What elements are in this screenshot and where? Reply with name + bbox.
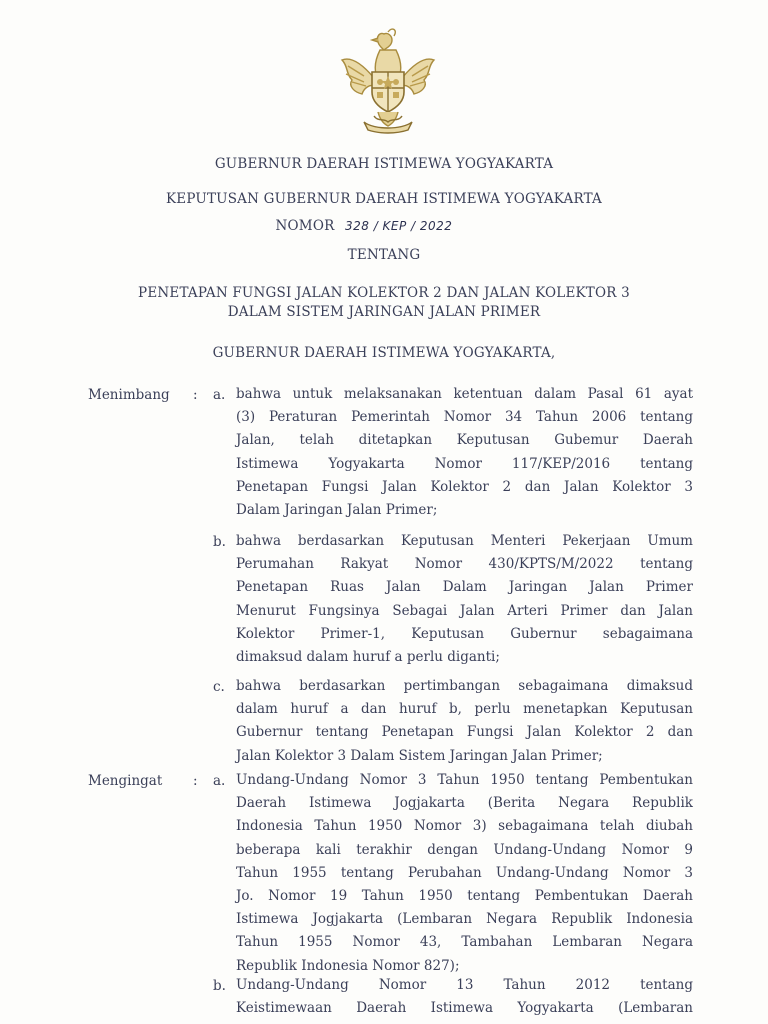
text-line: Undang-Undang Nomor 13 Tahun 2012 tentang: [236, 977, 693, 993]
mengingat-item-b: [236, 974, 693, 1020]
menimbang-item-b-letter: b.: [213, 534, 226, 550]
text-line: Jalan, telah ditetapkan Keputusan Gubemur Daerah: [236, 432, 693, 449]
text-line: Menurut Fungsinya Sebagai Jalan Arteri Primer dan Jalan: [236, 602, 693, 619]
text-line: Istimewa Yogyakarta Nomor 117/KEP/2016 tentang: [236, 455, 693, 472]
text-line: bahwa berdasarkan pertimbangan sebagaimana dimaksud: [236, 678, 693, 694]
text-line: Indonesia Tahun 1950 Nomor 3) sebagaimana telah diubah: [236, 818, 693, 835]
authority-heading: GUBERNUR DAERAH ISTIMEWA YOGYAKARTA: [214, 156, 554, 172]
menimbang-item-a-letter: a.: [213, 387, 226, 403]
text-line: Penetapan Fungsi Jalan Kolektor 2 dan Jalan Kolektor 3: [236, 478, 693, 495]
text-line: beberapa kali terakhir dengan Undang-Undang Nomor 9: [236, 841, 693, 858]
text-line: Daerah Istimewa Jogjakarta (Berita Negara Republik: [236, 795, 693, 812]
menimbang-item-c-letter: c.: [213, 679, 225, 695]
text-line: Gubernur tentang Penetapan Fungsi Jalan Kolektor 2 dan: [236, 724, 693, 741]
menimbang-item-b: [236, 530, 693, 669]
text-line: Republik Indonesia Nomor 827);: [236, 957, 460, 974]
subject-line-1: PENETAPAN FUNGSI JALAN KOLEKTOR 2 DAN JALAN KOLEKTOR 3: [138, 285, 630, 301]
mengingat-item-b-letter: b.: [213, 978, 226, 994]
text-line: Istimewa Jogjakarta (Lembaran Negara Republik Indonesia: [236, 911, 693, 928]
text-line: Jalan Kolektor 3 Dalam Sistem Jaringan Jalan Primer;: [236, 747, 603, 764]
about-heading: TENTANG: [347, 247, 421, 263]
text-line: Tahun 1955 Nomor 43, Tambahan Lembaran Negara: [236, 934, 693, 951]
text-line: Tahun 1955 tentang Perubahan Undang-Undang Nomor 3: [236, 864, 693, 881]
text-line: bahwa berdasarkan Keputusan Menteri Pekerjaan Umum: [236, 533, 693, 549]
text-line: bahwa untuk melaksanakan ketentuan dalam Pasal 61 ayat: [236, 386, 693, 402]
text-line: Penetapan Ruas Jalan Dalam Jaringan Jalan Primer: [236, 579, 693, 596]
issuer-heading: GUBERNUR DAERAH ISTIMEWA YOGYAKARTA,: [212, 345, 556, 361]
mengingat-item-a: [236, 769, 693, 978]
text-line: Jo. Nomor 19 Tahun 1950 tentang Pembentukan Daerah: [236, 888, 693, 905]
menimbang-item-a: [236, 383, 693, 522]
number-label: NOMOR: [275, 218, 335, 234]
text-line: dalam huruf a dan huruf b, perlu menetapkan Keputusan: [236, 701, 693, 718]
text-line: Keistimewaan Daerah Istimewa Yogyakarta (Lembaran: [236, 1000, 693, 1017]
text-line: (3) Peraturan Pemerintah Nomor 34 Tahun 2006 tentang: [236, 409, 693, 426]
text-line: Perumahan Rakyat Nomor 430/KPTS/M/2022 tentang: [236, 556, 693, 573]
mengingat-colon: :: [193, 773, 198, 789]
menimbang-item-c: [236, 675, 693, 768]
menimbang-colon: :: [193, 387, 198, 403]
mengingat-label: Mengingat: [88, 773, 163, 789]
subject-line-2: DALAM SISTEM JARINGAN JALAN PRIMER: [227, 304, 541, 320]
decree-number: [0, 218, 748, 234]
text-line: Undang-Undang Nomor 3 Tahun 1950 tentang Pembentukan: [236, 772, 693, 788]
text-line: dimaksud dalam huruf a perlu diganti;: [236, 649, 500, 666]
text-line: Dalam Jaringan Jalan Primer;: [236, 502, 438, 519]
decree-title: KEPUTUSAN GUBERNUR DAERAH ISTIMEWA YOGYAKARTA: [165, 191, 602, 207]
mengingat-item-a-letter: a.: [213, 773, 226, 789]
number-value: 328 / KEP / 2022: [344, 219, 453, 233]
text-line: Kolektor Primer-1, Keputusan Gubernur sebagaimana: [236, 625, 693, 642]
garuda-emblem-icon: [334, 26, 442, 136]
menimbang-label: Menimbang: [88, 387, 170, 403]
